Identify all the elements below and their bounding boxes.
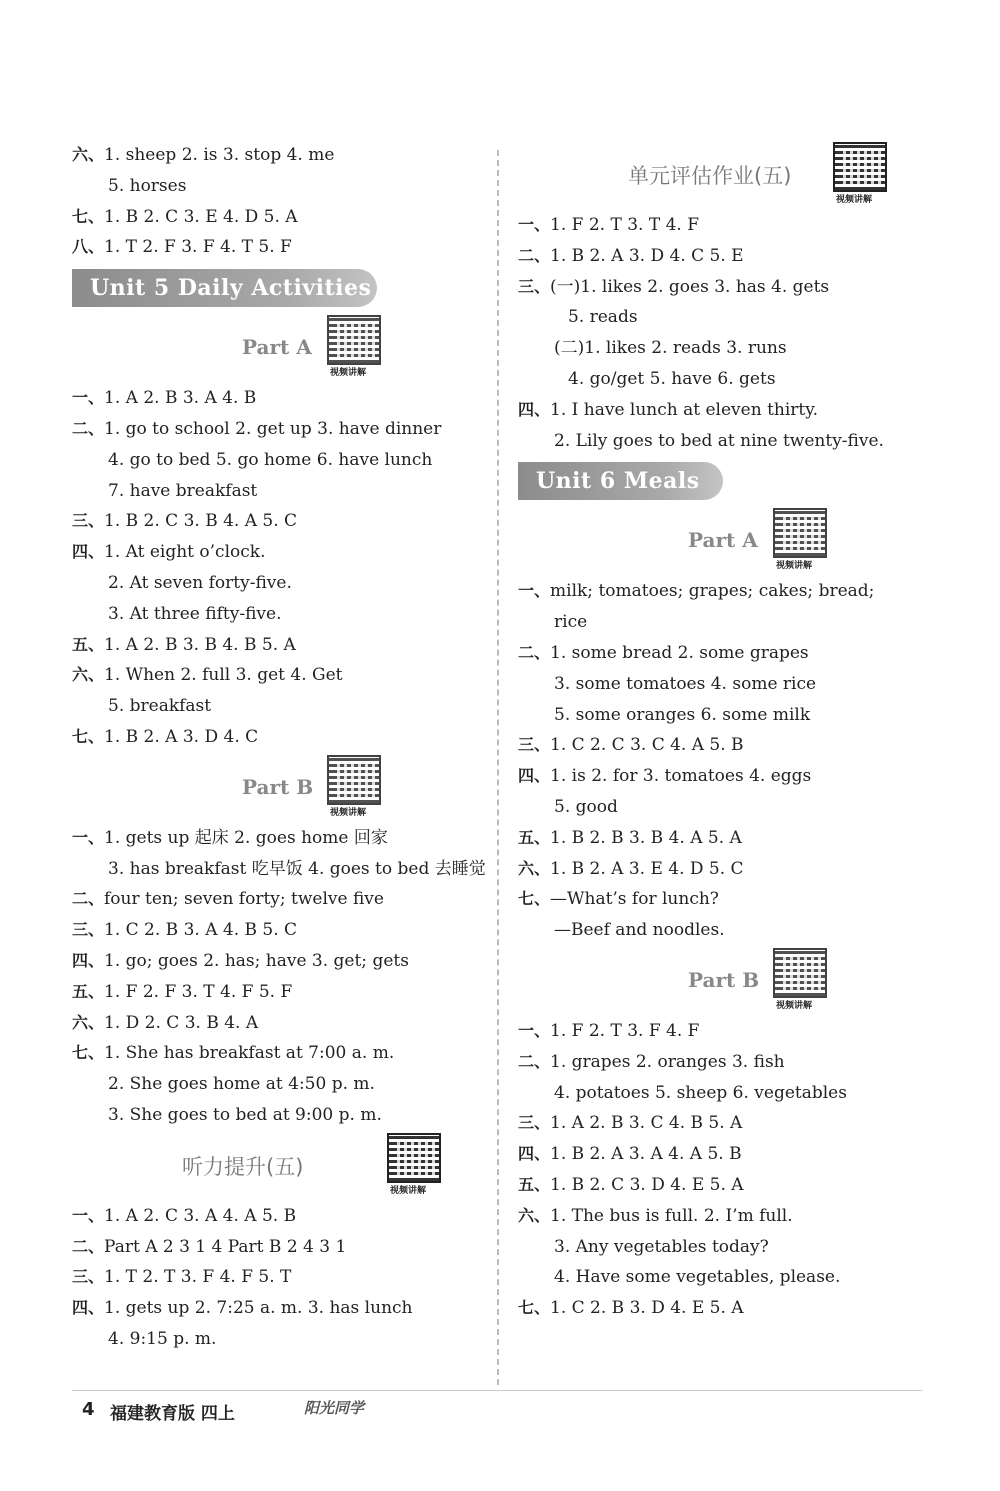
answer-line <box>72 171 482 202</box>
question-number: 三、 <box>72 920 105 940</box>
question-number: 一、 <box>72 827 105 847</box>
column-divider <box>497 150 499 1385</box>
answer-line <box>72 977 482 1008</box>
answer-line <box>518 700 928 731</box>
answer-text: 4. 9:15 p. m. <box>108 1328 217 1349</box>
answer-text: 1. At eight o’clock. <box>104 542 266 563</box>
question-number: 三、 <box>72 511 105 531</box>
answer-line <box>518 395 928 426</box>
answer-line <box>72 202 482 233</box>
answer-text: 4. Have some vegetables, please. <box>554 1267 841 1288</box>
answer-text: 1. is 2. for 3. tomatoes 4. eggs <box>550 766 812 787</box>
answer-text: 1. C 2. C 3. C 4. A 5. B <box>550 735 744 756</box>
answer-line <box>72 537 482 568</box>
answer-line <box>518 1232 928 1263</box>
answer-line <box>518 638 928 669</box>
answer-line <box>72 915 482 946</box>
question-number: 二、 <box>72 889 105 909</box>
answer-line <box>518 854 928 885</box>
heading-title: Part B <box>242 774 314 799</box>
answer-line <box>72 599 482 630</box>
question-number: 一、 <box>72 1205 105 1225</box>
answer-text: 1. D 2. C 3. B 4. A <box>104 1012 259 1033</box>
answer-text: 4. potatoes 5. sheep 6. vegetables <box>554 1082 847 1103</box>
heading-title: Part B <box>688 967 760 992</box>
answer-line <box>518 210 928 241</box>
answer-line <box>518 1262 928 1293</box>
part-heading <box>518 946 928 1016</box>
answer-text: 2. Lily goes to bed at nine twenty-five. <box>554 430 884 451</box>
answer-text: 1. A 2. B 3. B 4. B 5. A <box>104 634 296 655</box>
answer-line <box>72 414 482 445</box>
qr-caption: 视频讲解 <box>776 561 813 572</box>
answer-text: 1. T 2. F 3. F 4. T 5. F <box>104 237 292 258</box>
publisher-label: 福建教育版 四上 <box>110 1404 235 1424</box>
question-number: 七、 <box>518 1298 551 1318</box>
answer-text: (二)1. likes 2. reads 3. runs <box>554 338 787 359</box>
answer-line <box>518 607 928 638</box>
answer-text: 1. go to school 2. get up 3. have dinner <box>104 418 442 439</box>
qr-caption: 视频讲解 <box>330 807 367 818</box>
answer-text: 3. She goes to bed at 9:00 p. m. <box>108 1104 382 1125</box>
answer-text: 5. good <box>554 796 618 817</box>
answer-text: 3. At three fifty-five. <box>108 603 282 624</box>
answer-line <box>72 568 482 599</box>
answer-line <box>72 506 482 537</box>
answer-text: 1. C 2. B 3. D 4. E 5. A <box>550 1298 744 1319</box>
qr-code-icon[interactable] <box>387 1133 441 1183</box>
answer-text: 5. horses <box>108 175 187 196</box>
heading-title: 听力提升(五) <box>182 1154 304 1179</box>
answer-text: 1. sheep 2. is 3. stop 4. me <box>104 145 335 165</box>
answer-line <box>518 1016 928 1047</box>
answer-line <box>72 660 482 691</box>
part-heading <box>518 506 928 576</box>
page-number: 4 <box>82 1399 95 1420</box>
answer-text: 1. A 2. B 3. C 4. B 5. A <box>550 1113 743 1134</box>
answer-line <box>518 1170 928 1201</box>
question-number: 二、 <box>72 1236 105 1256</box>
answer-text: 1. gets up 起床 2. goes home 回家 <box>104 827 388 848</box>
answer-line <box>518 823 928 854</box>
answer-line <box>72 1069 482 1100</box>
question-number: 四、 <box>72 1298 105 1318</box>
qr-caption: 视频讲解 <box>836 195 873 205</box>
answer-line <box>518 1139 928 1170</box>
answer-line <box>72 1232 482 1263</box>
heading-title: Part A <box>688 528 758 553</box>
question-number: 二、 <box>518 642 551 662</box>
answer-line <box>518 364 928 395</box>
question-number: 三、 <box>518 276 551 296</box>
answer-text: 3. has breakfast 吃早饭 4. goes to bed 去睡觉 <box>108 858 486 879</box>
answer-text: 1. B 2. A 3. D 4. C <box>104 726 259 747</box>
question-number: 七、 <box>72 1043 105 1063</box>
answer-text: 1. grapes 2. oranges 3. fish <box>550 1051 785 1072</box>
qr-code-icon[interactable] <box>327 315 381 365</box>
answer-text: 7. have breakfast <box>108 480 258 501</box>
answer-line <box>72 854 486 885</box>
answer-text: four ten; seven forty; twelve five <box>104 889 384 910</box>
question-number: 六、 <box>72 145 105 164</box>
answer-line <box>72 1038 482 1069</box>
answer-line <box>72 1324 482 1355</box>
question-number: 四、 <box>72 950 105 970</box>
question-number: 一、 <box>518 581 551 601</box>
answer-text: 1. C 2. B 3. A 4. B 5. C <box>104 920 298 941</box>
answer-line <box>72 823 482 854</box>
answer-text: 5. breakfast <box>108 696 212 717</box>
unit-banner: Unit 6 Meals <box>518 462 723 500</box>
answer-text: 1. B 2. A 3. A 4. A 5. B <box>550 1144 742 1165</box>
question-number: 二、 <box>72 418 105 438</box>
answer-text: 1. I have lunch at eleven thirty. <box>550 399 818 420</box>
question-number: 七、 <box>72 206 105 226</box>
answer-line <box>518 915 928 946</box>
question-number: 二、 <box>518 1051 551 1071</box>
question-number: 六、 <box>518 858 551 878</box>
answer-text: 1. A 2. C 3. A 4. A 5. B <box>104 1205 297 1226</box>
answer-line <box>72 691 482 722</box>
answer-line <box>518 761 928 792</box>
answer-text: 2. At seven forty-five. <box>108 572 292 593</box>
answer-text: 3. Any vegetables today? <box>554 1236 769 1257</box>
answer-line <box>518 730 928 761</box>
qr-caption: 视频讲解 <box>390 1185 427 1196</box>
brand-logo: 阳光同学 <box>304 1399 365 1417</box>
answer-text: 1. B 2. C 3. E 4. D 5. A <box>104 206 298 227</box>
question-number: 七、 <box>72 726 105 746</box>
answer-text: Part A 2 3 1 4 Part B 2 4 3 1 <box>104 1236 347 1257</box>
heading-title: 单元评估作业(五) <box>628 164 792 188</box>
answer-line <box>518 1293 928 1324</box>
answer-line <box>72 445 482 476</box>
answer-line <box>518 302 928 333</box>
question-number: 三、 <box>72 1267 105 1287</box>
question-number: 一、 <box>518 1020 551 1040</box>
section-heading <box>518 140 928 210</box>
answer-line <box>72 946 482 977</box>
answer-text: 1. T 2. T 3. F 4. F 5. T <box>104 1267 292 1288</box>
part-heading <box>72 313 482 383</box>
question-number: 四、 <box>518 399 551 419</box>
left-column <box>72 140 486 1355</box>
answer-line <box>518 241 928 272</box>
answer-text: 1. B 2. C 3. D 4. E 5. A <box>550 1174 744 1195</box>
answer-text: 3. some tomatoes 4. some rice <box>554 673 817 694</box>
answer-line <box>518 333 928 364</box>
question-number: 五、 <box>518 1174 551 1194</box>
answer-line <box>72 232 482 263</box>
question-number: 四、 <box>518 766 551 786</box>
answer-text: 1. B 2. B 3. B 4. A 5. A <box>550 827 742 848</box>
answer-text: —Beef and noodles. <box>554 920 725 941</box>
section-heading <box>72 1131 482 1201</box>
answer-line <box>72 884 482 915</box>
answer-line <box>72 722 482 753</box>
answer-text: 1. gets up 2. 7:25 a. m. 3. has lunch <box>104 1298 413 1319</box>
answer-line <box>518 792 928 823</box>
answer-text: rice <box>554 612 588 633</box>
answer-line <box>72 630 482 661</box>
answer-text: 1. F 2. T 3. F 4. F <box>550 1020 700 1041</box>
answer-line <box>72 1100 482 1131</box>
answer-line <box>518 426 928 457</box>
answer-line <box>518 884 928 915</box>
question-number: 五、 <box>72 634 105 654</box>
answer-text: 1. some bread 2. some grapes <box>550 642 809 663</box>
question-number: 六、 <box>72 1012 105 1032</box>
answer-text: 1. B 2. C 3. B 4. A 5. C <box>104 511 298 532</box>
answer-line <box>518 1047 928 1078</box>
answer-line <box>518 1201 928 1232</box>
question-number: 四、 <box>518 1144 551 1164</box>
question-number: 四、 <box>72 542 105 562</box>
answer-text: 1. When 2. full 3. get 4. Get <box>104 665 343 686</box>
qr-code-icon[interactable] <box>773 508 827 558</box>
answer-text: 5. reads <box>568 307 638 328</box>
question-number: 七、 <box>518 889 551 909</box>
answer-text: 1. B 2. A 3. D 4. C 5. E <box>550 245 744 266</box>
question-number: 三、 <box>518 735 551 755</box>
answer-line <box>72 140 482 171</box>
qr-code-icon[interactable] <box>833 142 887 192</box>
answer-line <box>72 1262 482 1293</box>
answer-text: 1. F 2. F 3. T 4. F 5. F <box>104 981 293 1002</box>
qr-caption: 视频讲解 <box>776 1000 813 1011</box>
question-number: 三、 <box>518 1113 551 1133</box>
answer-text: milk; tomatoes; grapes; cakes; bread; <box>550 581 875 602</box>
qr-code-icon[interactable] <box>327 755 381 805</box>
answer-text: 5. some oranges 6. some milk <box>554 704 811 725</box>
question-number: 五、 <box>72 981 105 1001</box>
answer-text: 1. go; goes 2. has; have 3. get; gets <box>104 950 409 971</box>
answer-line <box>518 1108 928 1139</box>
answer-text: 1. A 2. B 3. A 4. B <box>104 388 257 409</box>
right-column <box>518 140 928 1324</box>
question-number: 六、 <box>72 665 105 685</box>
answer-text: —What’s for lunch? <box>550 889 719 910</box>
answer-text: 1. The bus is full. 2. I’m full. <box>550 1205 793 1226</box>
question-number: 一、 <box>518 215 551 234</box>
answer-line <box>518 272 928 303</box>
question-number: 六、 <box>518 1205 551 1225</box>
qr-code-icon[interactable] <box>773 948 827 998</box>
page-footer <box>72 1390 922 1427</box>
answer-text: 1. F 2. T 3. T 4. F <box>550 215 699 235</box>
answer-line <box>518 576 928 607</box>
question-number: 五、 <box>518 827 551 847</box>
answer-line <box>518 669 928 700</box>
answer-line <box>72 383 482 414</box>
answer-line <box>72 476 482 507</box>
answer-text: (一)1. likes 2. goes 3. has 4. gets <box>550 276 830 297</box>
answer-line <box>518 1078 928 1109</box>
answer-text: 1. She has breakfast at 7:00 a. m. <box>104 1043 395 1064</box>
part-heading <box>72 753 482 823</box>
qr-caption: 视频讲解 <box>330 368 367 379</box>
answer-line <box>72 1008 482 1039</box>
heading-title: Part A <box>242 335 312 360</box>
answer-line <box>72 1293 482 1324</box>
answer-text: 1. B 2. A 3. E 4. D 5. C <box>550 858 744 879</box>
answer-line <box>72 1201 482 1232</box>
answer-text: 4. go/get 5. have 6. gets <box>568 368 776 389</box>
question-number: 八、 <box>72 237 105 257</box>
question-number: 二、 <box>518 245 551 265</box>
unit-banner: Unit 5 Daily Activities <box>72 269 377 307</box>
question-number: 一、 <box>72 388 105 408</box>
answer-text: 4. go to bed 5. go home 6. have lunch <box>108 449 433 470</box>
answer-text: 2. She goes home at 4:50 p. m. <box>108 1074 375 1095</box>
